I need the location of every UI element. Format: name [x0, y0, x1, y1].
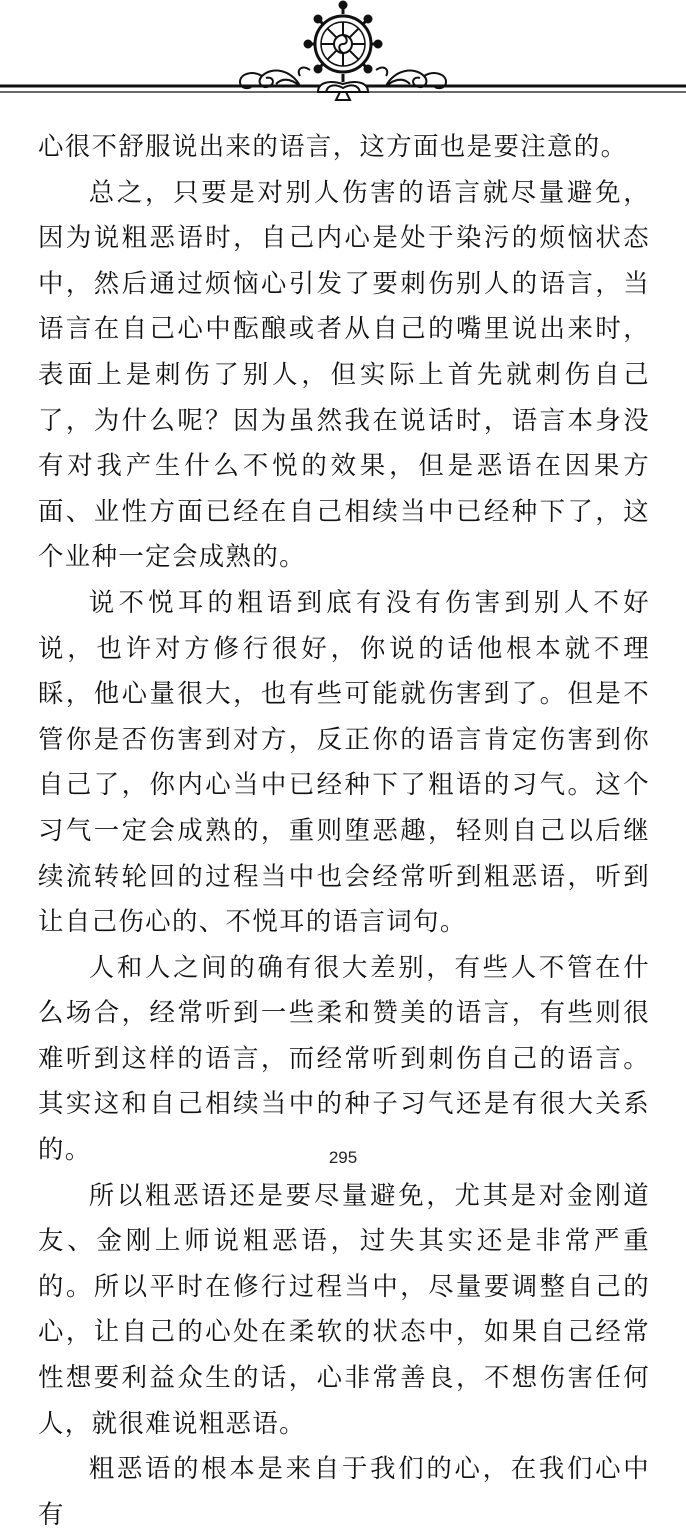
dharma-wheel-icon: [305, 2, 381, 82]
paragraph: 所以粗恶语还是要尽量避免，尤其是对金刚道友、金刚上师说粗恶语，过失其实还是非常严重的。所以平时在修行过程当中，尽量要调整自己的心，让自己的心处在柔软的状态中，如果自己经常性想要利益众生的话，心非常善良，不想伤害任何人，就很难说粗恶语。: [38, 1179, 650, 1438]
lotus-base-icon: [318, 82, 368, 100]
page-body-text: [38, 124, 650, 1537]
paragraph: 心很不舒服说出来的语言，这方面也是要注意的。: [38, 131, 628, 161]
paragraph: 总之，只要是对别人伤害的语言就尽量避免，因为说粗恶语时，自己内心是处于染污的烦恼状态中，然后通过烦恼心引发了要刺伤别人的语言，当语言在自己心中酝酿或者从自己的嘴里说出来时，表面上是刺伤了别人，但实际上首先就刺伤自己了，为什么呢？因为虽然我在说话时，语言本身没有对我产生什么不悦的效果，但是恶语在因果方面、业性方面已经在自己相续当中已经种下了，这个业种一定会成熟的。: [38, 176, 650, 572]
page-number: 295: [328, 1148, 358, 1167]
paragraph: 粗恶语的根本是来自于我们的心，在我们心中有: [38, 1453, 650, 1529]
paragraph: 说不悦耳的粗语到底有没有伤害到别人不好说，也许对方修行很好，你说的话他根本就不理睬，他心量很大，也有些可能就伤害到了。但是不管你是否伤害到对方，反正你的语言肯定伤害到你自己了，你内心当中已经种下了粗语的习气。这个习气一定会成熟的，重则堕恶趣，轻则自己以后继续流转轮回的过程当中也会经常听到粗恶语，听到让自己伤心的、不悦耳的语言词句。: [38, 586, 650, 937]
page-header-ornament: [0, 0, 686, 110]
paragraph: 人和人之间的确有很大差别，有些人不管在什么场合，经常听到一些柔和赞美的语言，有些则很难听到这样的语言，而经常听到刺伤自己的语言。其实这和自己相续当中的种子习气还是有很大关系的。: [38, 951, 650, 1165]
